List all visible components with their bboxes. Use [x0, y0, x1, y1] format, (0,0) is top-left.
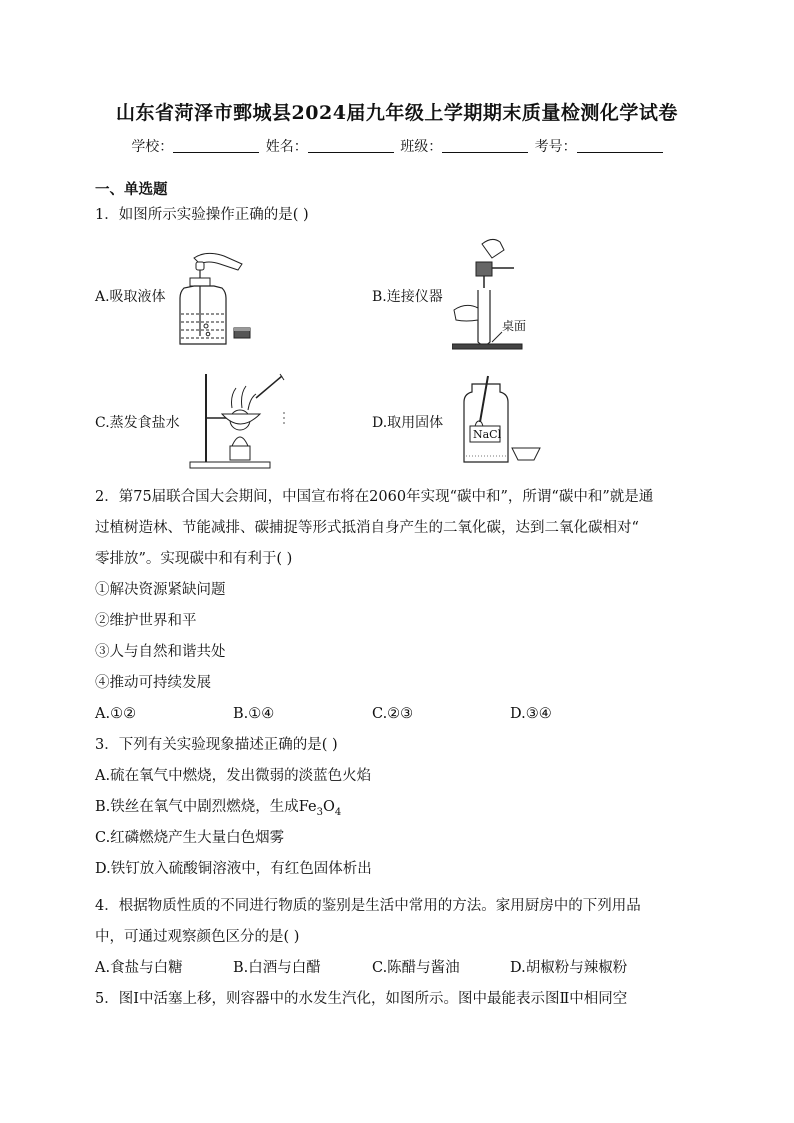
q3-option-d: D.铁钉放入硫酸铜溶液中，有红色固体析出: [95, 861, 372, 877]
q2-line1: 2．第75届联合国大会期间，中国宣布将在2060年实现“碳中和”，所谓“碳中和”就是通: [95, 489, 654, 505]
q3-sub-3: 3: [316, 806, 323, 818]
q3-option-a: A.硫在氧气中燃烧，发出微弱的淡蓝色火焰: [95, 768, 372, 784]
q3-option-c: C.红磷燃烧产生大量白色烟雾: [95, 830, 285, 846]
q4-option-c: C.陈醋与酱油: [372, 960, 460, 976]
q2-item-3: ③人与自然和谐共处: [95, 644, 226, 660]
q3-stem: 3．下列有关实验现象描述正确的是( ): [95, 737, 338, 753]
evaporation-setup-figure: [186, 368, 290, 472]
q3-option-b-o: O: [323, 799, 335, 815]
q1-stem: 1．如图所示实验操作正确的是( ): [95, 207, 309, 223]
test-tube-on-desk-figure: [452, 236, 532, 356]
number-blank[interactable]: [577, 139, 663, 153]
q1-option-d: D.取用固体: [372, 415, 444, 431]
class-blank[interactable]: [442, 139, 528, 153]
q2-option-b: B.①④: [233, 706, 275, 722]
q2-item-2: ②维护世界和平: [95, 613, 197, 629]
dropper-bottle-figure: [174, 248, 266, 352]
section-heading: 一、单选题: [95, 181, 168, 198]
q3-option-b: [95, 797, 341, 823]
student-info-line: [0, 136, 794, 156]
q4-line2: 中，可通过观察颜色区分的是( ): [95, 929, 300, 945]
q3-option-b-text: B.铁丝在氧气中剧烈燃烧，生成Fe: [95, 799, 317, 815]
q2-line3: 零排放”。实现碳中和有利于( ): [95, 551, 293, 567]
page-title: 山东省菏泽市鄄城县2024届九年级上学期期末质量检测化学试卷: [116, 102, 678, 124]
nacl-bottle-figure: [456, 372, 544, 468]
q4-line1: 4．根据物质性质的不同进行物质的鉴别是生活中常用的方法。家用厨房中的下列用品: [95, 898, 641, 914]
q1-option-a: A.吸取液体: [95, 289, 166, 305]
q2-line2: 过植树造林、节能减排、碳捕捉等形式抵消自身产生的二氧化碳，达到二氧化碳相对“: [95, 520, 639, 536]
q2-option-d: D.③④: [510, 706, 552, 722]
q2-item-1: ①解决资源紧缺问题: [95, 582, 226, 598]
nacl-label: NaCl: [473, 428, 502, 441]
q3-sub-4: 4: [334, 806, 342, 818]
school-label: 学校：: [131, 139, 174, 155]
q2-option-a: A.①②: [95, 706, 137, 722]
q1-option-c: C.蒸发食盐水: [95, 415, 180, 431]
q4-option-d: D.胡椒粉与辣椒粉: [510, 960, 628, 976]
q4-option-b: B.白酒与白醋: [233, 960, 321, 976]
q5-line1: 5．图Ⅰ中活塞上移，则容器中的水发生汽化，如图所示。图中最能表示图Ⅱ中相同空: [95, 991, 628, 1007]
class-label: 班级：: [400, 139, 443, 155]
q2-option-c: C.②③: [372, 706, 414, 722]
school-blank[interactable]: [173, 139, 259, 153]
number-label: 考号：: [534, 139, 577, 155]
name-label: 姓名：: [265, 139, 308, 155]
q2-item-4: ④推动可持续发展: [95, 675, 211, 691]
desk-label: 桌面: [502, 319, 527, 333]
name-blank[interactable]: [308, 139, 394, 153]
q1-option-b: B.连接仪器: [372, 289, 443, 305]
q4-option-a: A.食盐与白糖: [95, 960, 183, 976]
